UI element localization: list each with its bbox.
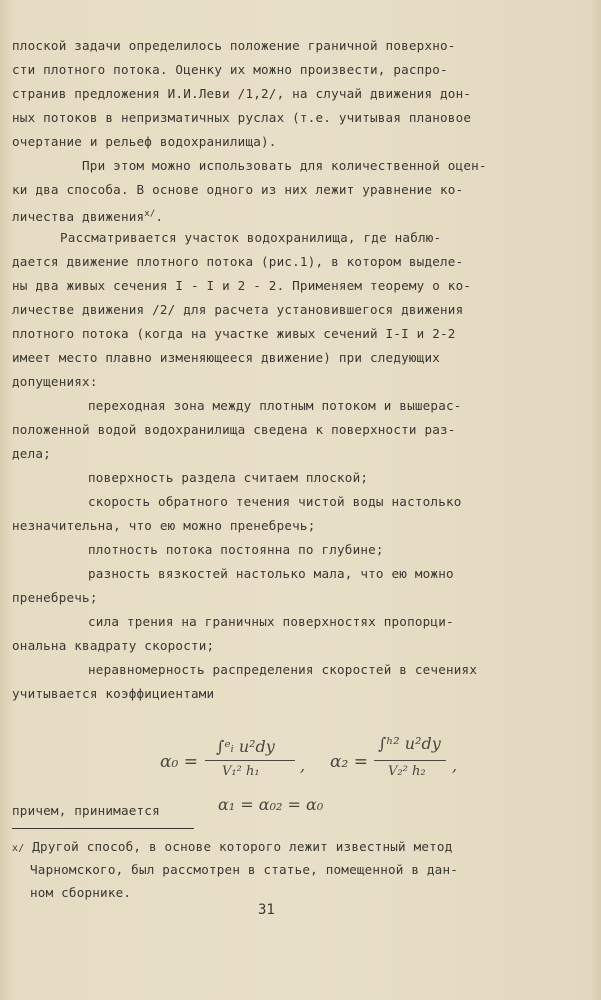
alpha2-denominator: V₂² h₂ — [388, 764, 426, 779]
text-line: неравномерность распределения скоростей в сечениях — [88, 662, 478, 677]
text-line: личестве движения /2/ для расчета установившегося движения — [12, 302, 464, 317]
text-line: личества движения$^{х/}$. — [12, 209, 164, 225]
text-line: странив предложения И.И.Леви /1,2/, на случай движения дон- — [12, 86, 472, 101]
text-line: дается движение плотного потока (рис.1), в котором выделе- — [12, 254, 464, 269]
text-line: дела; — [12, 446, 51, 461]
footnote-line — [12, 839, 452, 857]
alpha0-numerator: ∫ᵉᵢ u²dy — [216, 737, 275, 756]
text-line: пренебречь; — [12, 590, 98, 605]
text-line: Рассматривается участок водохранилища, где наблю- — [60, 230, 442, 245]
alpha0-fraction-bar — [205, 760, 295, 761]
footnote-line: ном сборнике. — [30, 885, 132, 900]
equality-formula: α₁ = α₀₂ = α₀ — [218, 795, 324, 814]
formula-comma: , — [300, 756, 306, 775]
footnote-line: Чарномского, был рассмотрен в статье, помещенной в дан- — [30, 862, 459, 877]
text-line: При этом можно использовать для количественной оцен- — [82, 158, 487, 173]
text-line: скорость обратного течения чистой воды настолько — [88, 494, 462, 509]
alpha2-numerator: ∫ʰ² u²dy — [378, 734, 441, 753]
text-line: плотность потока постоянна по глубине; — [88, 542, 384, 557]
text-line: разность вязкостей настолько мала, что ею можно — [88, 566, 454, 581]
text-line: незначительна, что ею можно пренебречь; — [12, 518, 316, 533]
text-line: имеет место плавно изменяющееся движение) при следующих — [12, 350, 441, 365]
text-fragment: личества движения — [12, 209, 145, 225]
formula-comma: , — [452, 756, 458, 775]
text-line: причем, принимается — [12, 803, 160, 818]
text-line: ных потоков в непризматичных руслах (т.е. учитывая плановое — [12, 110, 472, 125]
text-line: сти плотного потока. Оценку их можно произвести, распро- — [12, 62, 448, 77]
footnote-mark: х/ — [144, 209, 156, 219]
footnote-separator — [12, 828, 194, 829]
alpha0-denominator: V₁² h₁ — [222, 764, 260, 779]
text-line: допущениях: — [12, 374, 98, 389]
alpha2-fraction-bar — [374, 760, 446, 761]
text-line: сила трения на граничных поверхностях пропорци- — [88, 614, 454, 629]
text-line: ны два живых сечения I - I и 2 - 2. Применяем теорему о ко- — [12, 278, 472, 293]
page-number: 31 — [258, 902, 275, 918]
text-line: ональна квадрату скорости; — [12, 638, 215, 653]
alpha0-lhs: α₀ = — [160, 752, 198, 772]
text-line: учитывается коэффициентами — [12, 686, 215, 701]
text-line: плоской задачи определилось положение граничной поверхно- — [12, 38, 456, 53]
text-line: поверхность раздела считаем плоской; — [88, 470, 369, 485]
text-line: положенной водой водохранилища сведена к поверхности раз- — [12, 422, 456, 437]
alpha2-lhs: α₂ = — [330, 752, 368, 772]
text-line: переходная зона между плотным потоком и вышерас- — [88, 398, 462, 413]
text-line: плотного потока (когда на участке живых сечений I-I и 2-2 — [12, 326, 456, 341]
text-line: очертание и рельеф водохранилища). — [12, 134, 277, 149]
footnote-marker: х/ — [12, 843, 25, 854]
text-line: ки два способа. В основе одного из них лежит уравнение ко- — [12, 182, 464, 197]
footnote-text: Другой способ, в основе которого лежит известный метод — [32, 839, 453, 854]
